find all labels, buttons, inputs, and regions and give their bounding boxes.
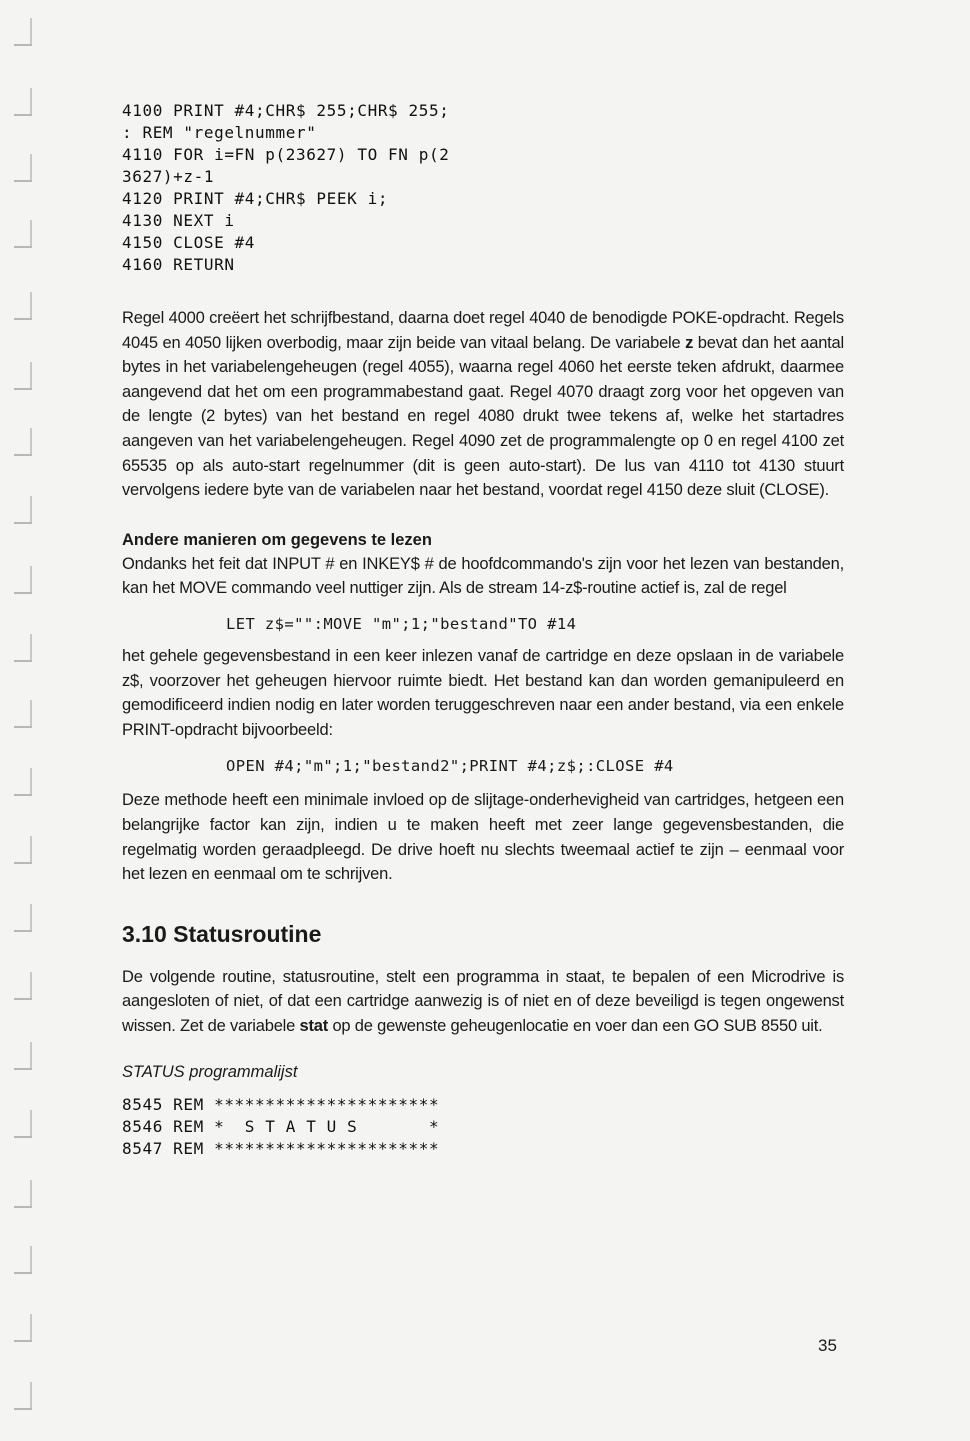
binding-mark <box>14 1340 32 1342</box>
binding-mark <box>14 930 32 932</box>
page-content <box>122 100 844 1160</box>
code-listing-status <box>122 1094 844 1160</box>
binding-mark <box>14 1068 32 1070</box>
code-line: 4130 NEXT i <box>122 211 235 230</box>
code-line: : REM "regelnummer" <box>122 123 317 142</box>
binding-mark <box>14 1206 32 1208</box>
binding-mark <box>14 862 32 864</box>
binding-mark <box>14 1272 32 1274</box>
binding-mark <box>14 246 32 248</box>
code-line: 8547 REM ********************** <box>122 1139 440 1159</box>
paragraph-explanation: Regel 4000 creëert het schrijfbestand, daarna doet regel 4040 de benodigde POKE-opdracht. Regels 4045 en 4050 lijken overbodig, maar zijn beide van vitaal belang. De variabele z bevat dan het aantal bytes in het variabelengeheugen (regel 4055), waarna regel 4060 het eerste teken afdrukt, daarmee aangevend dat het om een programmabestand gaat. Regel 4070 draagt zorg voor het opgeven van de lengte (2 bytes) van het bestand en regel 4080 drukt twee tekens af, welke het startadres aangeven van het variabelengeheugen. Regel 4090 zet de programmalengte op 0 en regel 4100 zet 65535 op als auto-start regelnummer (dit is geen auto-start). De lus van 4110 tot 4130 stuurt vervolgens iedere byte van de variabelen naar het bestand, voordat regel 4150 deze sluit (CLOSE). <box>122 309 844 500</box>
binding-mark <box>14 454 32 456</box>
variable-stat: stat <box>299 1016 329 1035</box>
binding-mark <box>14 1136 32 1138</box>
code-open-line: OPEN #4;"m";1;"bestand2";PRINT #4;z$;:CLOSE #4 <box>226 757 674 776</box>
paragraph-method: Deze methode heeft een minimale invloed op de slijtage-onderhevigheid van cartridges, hetgeen een belangrijke factor kan zijn, indien u te maken heeft met zeer lange gegevensbestanden, die regelmatig worden geraadpleegd. De drive hoeft nu slechts tweemaal actief te zijn – eenmaal voor het lezen en eenmaal om te schrijven. <box>122 791 844 884</box>
code-move-line: LET z$="":MOVE "m";1;"bestand"TO #14 <box>226 614 577 633</box>
binding-mark <box>14 794 32 796</box>
code-line: 4100 PRINT #4;CHR$ 255;CHR$ 255; <box>122 101 450 120</box>
section-heading: 3.10 Statusroutine <box>122 920 322 947</box>
binding-mark <box>14 998 32 1000</box>
binding-margin <box>14 0 38 1441</box>
binding-mark <box>14 660 32 662</box>
code-line: 4150 CLOSE #4 <box>122 233 256 252</box>
binding-mark <box>14 318 32 320</box>
paragraph-variable-z: het gehele gegevensbestand in een keer inlezen vanaf de cartridge en deze opslaan in de variabele z$, voorzover het geheugen hiervoor ruimte biedt. Het bestand kan dan worden gemanipuleerd en gemodificeerd indien nodig en later worden teruggeschreven naar een ander bestand, via een enkele PRINT-opdracht bijvoorbeeld: <box>122 646 844 739</box>
code-line: 8545 REM ********************** <box>122 1095 440 1115</box>
code-line: 3627)+z-1 <box>122 167 215 186</box>
binding-mark <box>14 388 32 390</box>
code-line: 8546 REM * S T A T U S * <box>122 1117 440 1137</box>
binding-mark <box>14 114 32 116</box>
binding-mark <box>14 592 32 594</box>
code-line: 4110 FOR i=FN p(23627) TO FN p(2 <box>122 145 450 164</box>
paragraph-move-command: Ondanks het feit dat INPUT # en INKEY$ # de hoofdcommando's zijn voor het lezen van bestanden, kan het MOVE commando veel nuttiger zijn. Als de stream 14-z$-routine actief is, zal de regel <box>122 554 844 598</box>
variable-z: z <box>685 333 694 352</box>
code-listing-4100 <box>122 100 844 276</box>
listing-caption: STATUS programmalijst <box>122 1063 298 1082</box>
subheading-other-ways: Andere manieren om gegevens te lezen <box>122 530 432 549</box>
binding-mark <box>14 1408 32 1410</box>
paragraph-statusroutine: De volgende routine, statusroutine, stelt een programma in staat, te bepalen of een Microdrive is aangesloten of niet, of dat een cartridge aanwezig is of niet en of deze beveiligd is tegen ongewenst wissen. Zet de variabele stat op de gewenste geheugenlocatie en voer dan een GO SUB 8550 uit. <box>122 967 844 1035</box>
code-line: 4160 RETURN <box>122 255 235 274</box>
binding-mark <box>14 726 32 728</box>
binding-mark <box>14 44 32 46</box>
binding-mark <box>14 522 32 524</box>
binding-mark <box>14 180 32 182</box>
code-line: 4120 PRINT #4;CHR$ PEEK i; <box>122 189 389 208</box>
page-number: 35 <box>818 1336 837 1355</box>
